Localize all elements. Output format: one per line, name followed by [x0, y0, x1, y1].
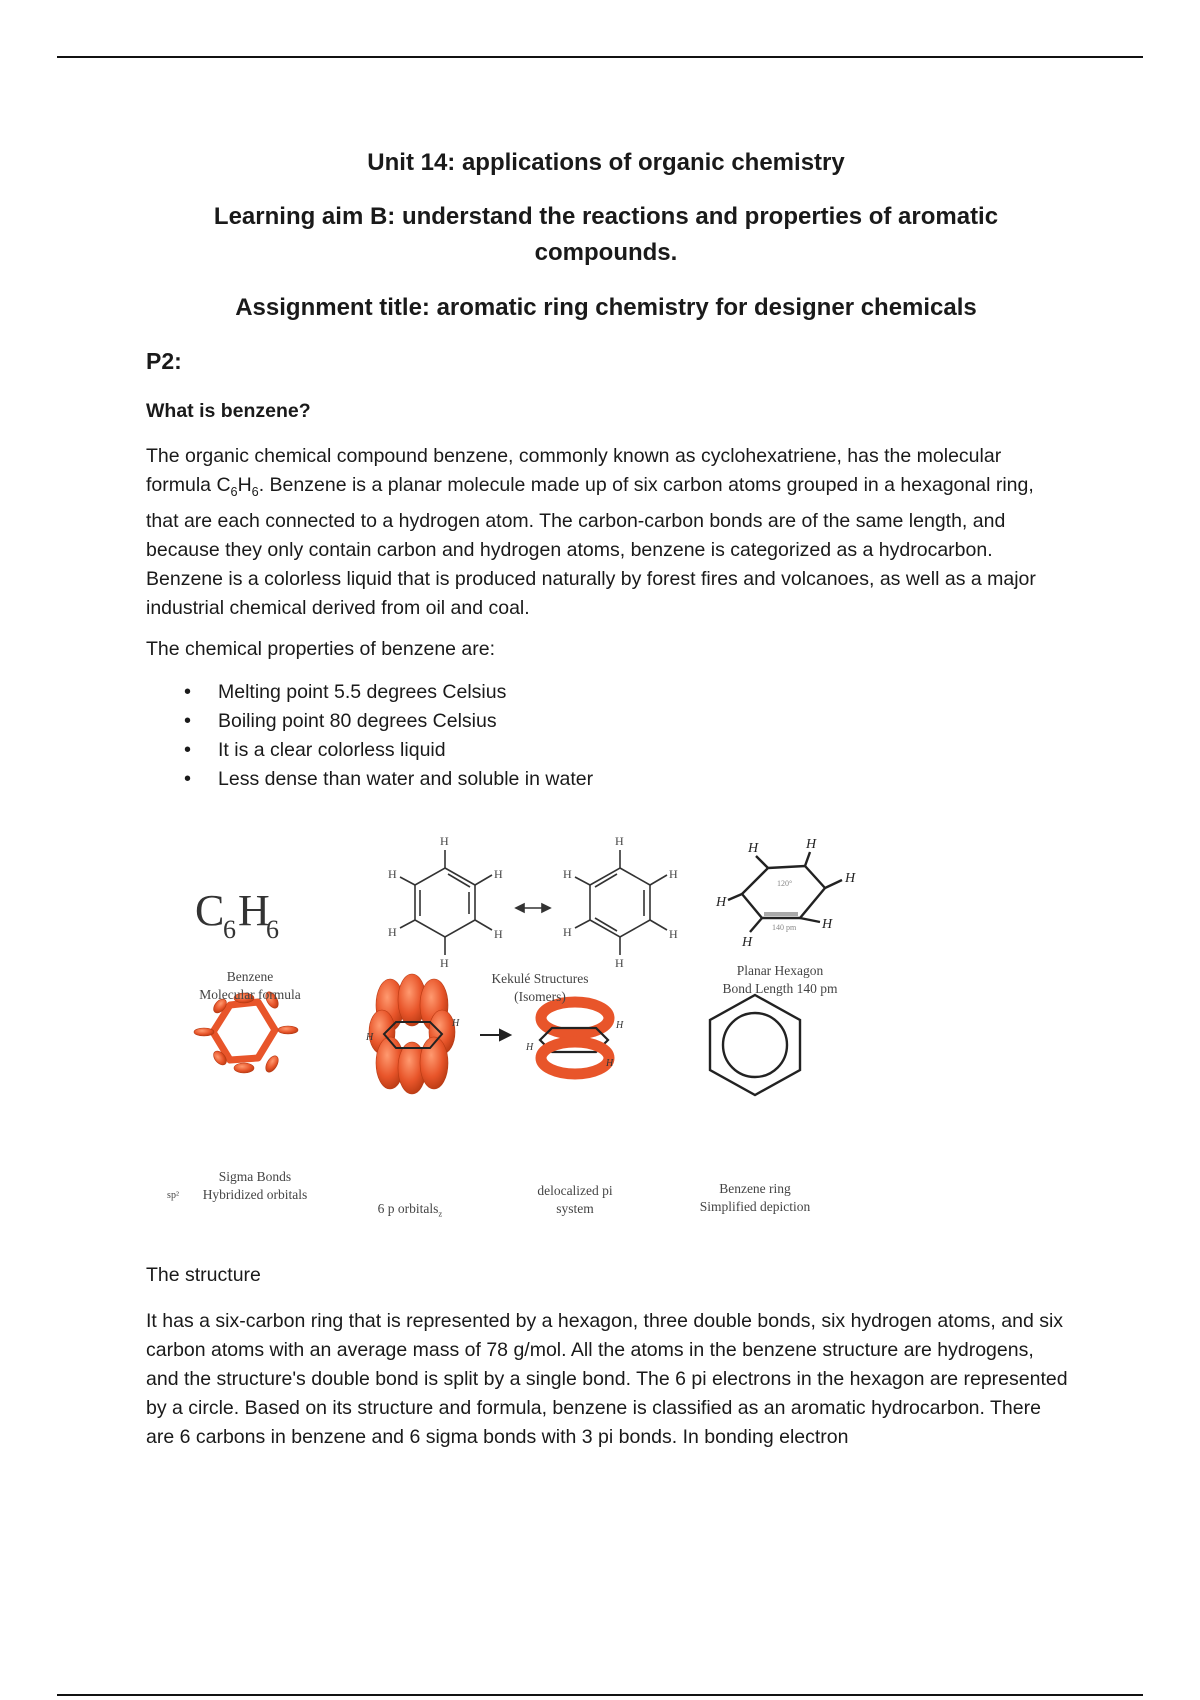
caption-ring-line2: Simplified depiction — [699, 1199, 811, 1214]
atom-label: H — [615, 834, 624, 848]
resonance-arrow — [516, 904, 550, 912]
caption-formula — [180, 968, 320, 1004]
atom-label: H — [563, 867, 572, 881]
atom-label: H — [822, 917, 833, 932]
atom-label: H — [606, 1058, 614, 1069]
atom-label: H — [452, 1018, 460, 1029]
bond-length-label: 140 pm — [772, 923, 797, 932]
caption-ring-line1: Benzene ring — [719, 1181, 791, 1196]
caption-p-orbitals-sub: z — [438, 1208, 443, 1219]
assignment-title: Assignment title: aromatic ring chemistry for designer chemicals — [235, 294, 977, 321]
intro-sub-2: 6 — [251, 484, 259, 499]
top-rule — [57, 56, 1143, 58]
bond-angle-label: 120° — [777, 879, 793, 888]
structure-paragraph: It has a six-carbon ring that is represented by a hexagon, three double bonds, six hydrogen atoms, and six carbon atoms with an average mass of 78 g/mol. All the atoms in the benzene structure are hydrogens, and the structure's double bond is split by a single bond. The 6 pi electrons in the hexagon are represented by a circle. Based on its structure and formula, benzene is classified as an aromatic hydrocarbon. There are 6 carbons in benzene and 6 sigma bonds with 3 pi bonds. In bonding electron — [146, 1310, 1068, 1448]
atom-label: H — [716, 895, 727, 910]
atom-label: H — [845, 871, 856, 886]
atom-label: H — [669, 867, 678, 881]
delocalized-pi-system — [540, 1002, 609, 1074]
benzene-figure-svg — [150, 820, 910, 1220]
caption-formula-line2: Molecular formula — [199, 987, 301, 1002]
atom-label: H — [616, 1020, 624, 1031]
list-item: • It is a clear colorless liquid — [146, 736, 593, 765]
intro-text-1: The organic chemical compound benzene, commonly known as cyclohexatriene, has the molecular formula C — [146, 445, 1002, 496]
document-title: Unit 14: applications of organic chemistry — [367, 149, 845, 176]
structure-heading: The structure — [146, 1264, 261, 1286]
benzene-figure — [150, 820, 910, 1220]
delocalization-arrow — [480, 1030, 510, 1040]
caption-deloc-line2: system — [556, 1201, 594, 1216]
atom-label: H — [615, 956, 624, 970]
caption-p-orbitals-text: 6 p orbitals — [377, 1201, 439, 1216]
caption-sigma-line2: Hybridized orbitals — [202, 1187, 308, 1202]
atom-label: H — [494, 867, 503, 881]
caption-deloc-line1: delocalized pi — [537, 1183, 613, 1198]
atom-label: H — [742, 935, 753, 950]
atom-label: H — [440, 956, 449, 970]
learning-aim-line2: compounds. — [534, 239, 678, 266]
caption-sigma-prefix: sp² — [167, 1190, 179, 1201]
atom-label: H — [563, 925, 572, 939]
caption-planar — [710, 962, 850, 998]
formula-c: C — [195, 886, 225, 935]
intro-text-3: . Benzene is a planar molecule made up of six carbon atoms grouped in a hexagonal ring, that are each connected to a hydrogen atom. The carbon-carbon bonds are of the same length, and because they only contain carbon and hydrogen atoms, benzene is categorized as a hydrocarbon. Benzene is a colorless liquid that is produced naturally by forest fires and volcanoes, as well as a major industrial chemical derived from oil and coal. — [146, 474, 1036, 619]
formula-h: H — [238, 886, 270, 935]
formula-sub-6b: 6 — [266, 915, 279, 944]
atom-label: H — [526, 1042, 534, 1053]
kekule-structure-right — [575, 850, 667, 955]
caption-kekule-line1: Kekulé Structures — [491, 971, 589, 986]
benzene-ring-simplified — [710, 995, 800, 1095]
atom-label: H — [669, 927, 678, 941]
kekule-structure-left — [400, 850, 492, 955]
caption-ring — [685, 1180, 825, 1216]
list-item: • Melting point 5.5 degrees Celsius — [146, 678, 593, 707]
caption-formula-line1: Benzene — [226, 969, 274, 984]
caption-kekule — [470, 970, 610, 1006]
properties-list — [146, 678, 593, 794]
caption-sigma-line1: Sigma Bonds — [218, 1169, 292, 1184]
caption-planar-line1: Planar Hexagon — [736, 963, 824, 978]
caption-kekule-line2: (Isomers) — [514, 989, 566, 1004]
atom-label: H — [388, 867, 397, 881]
p-orbitals — [369, 974, 455, 1094]
caption-deloc — [520, 1182, 630, 1218]
intro-sub-1: 6 — [230, 484, 238, 499]
molecular-formula — [195, 886, 279, 944]
atom-label: H — [388, 925, 397, 939]
formula-sub-6a: 6 — [223, 915, 236, 944]
atom-label: H — [366, 1032, 374, 1043]
atom-label: H — [806, 837, 817, 852]
intro-paragraph — [146, 442, 1071, 623]
list-item: • Less dense than water and soluble in water — [146, 765, 593, 794]
list-item: • Boiling point 80 degrees Celsius — [146, 707, 593, 736]
atom-label: H — [748, 841, 759, 856]
caption-planar-line2: Bond Length 140 pm — [722, 981, 838, 996]
atom-label: H — [494, 927, 503, 941]
properties-intro: The chemical properties of benzene are: — [146, 638, 496, 660]
section-label: P2: — [146, 348, 182, 374]
learning-aim-line1: Learning aim B: understand the reactions and properties of aromatic — [213, 203, 999, 230]
atom-label: H — [440, 834, 449, 848]
bottom-rule — [57, 1694, 1143, 1696]
intro-text-2: H — [237, 474, 252, 496]
caption-sigma — [190, 1168, 320, 1204]
question-heading: What is benzene? — [146, 400, 311, 422]
caption-p-orbitals — [355, 1200, 465, 1223]
